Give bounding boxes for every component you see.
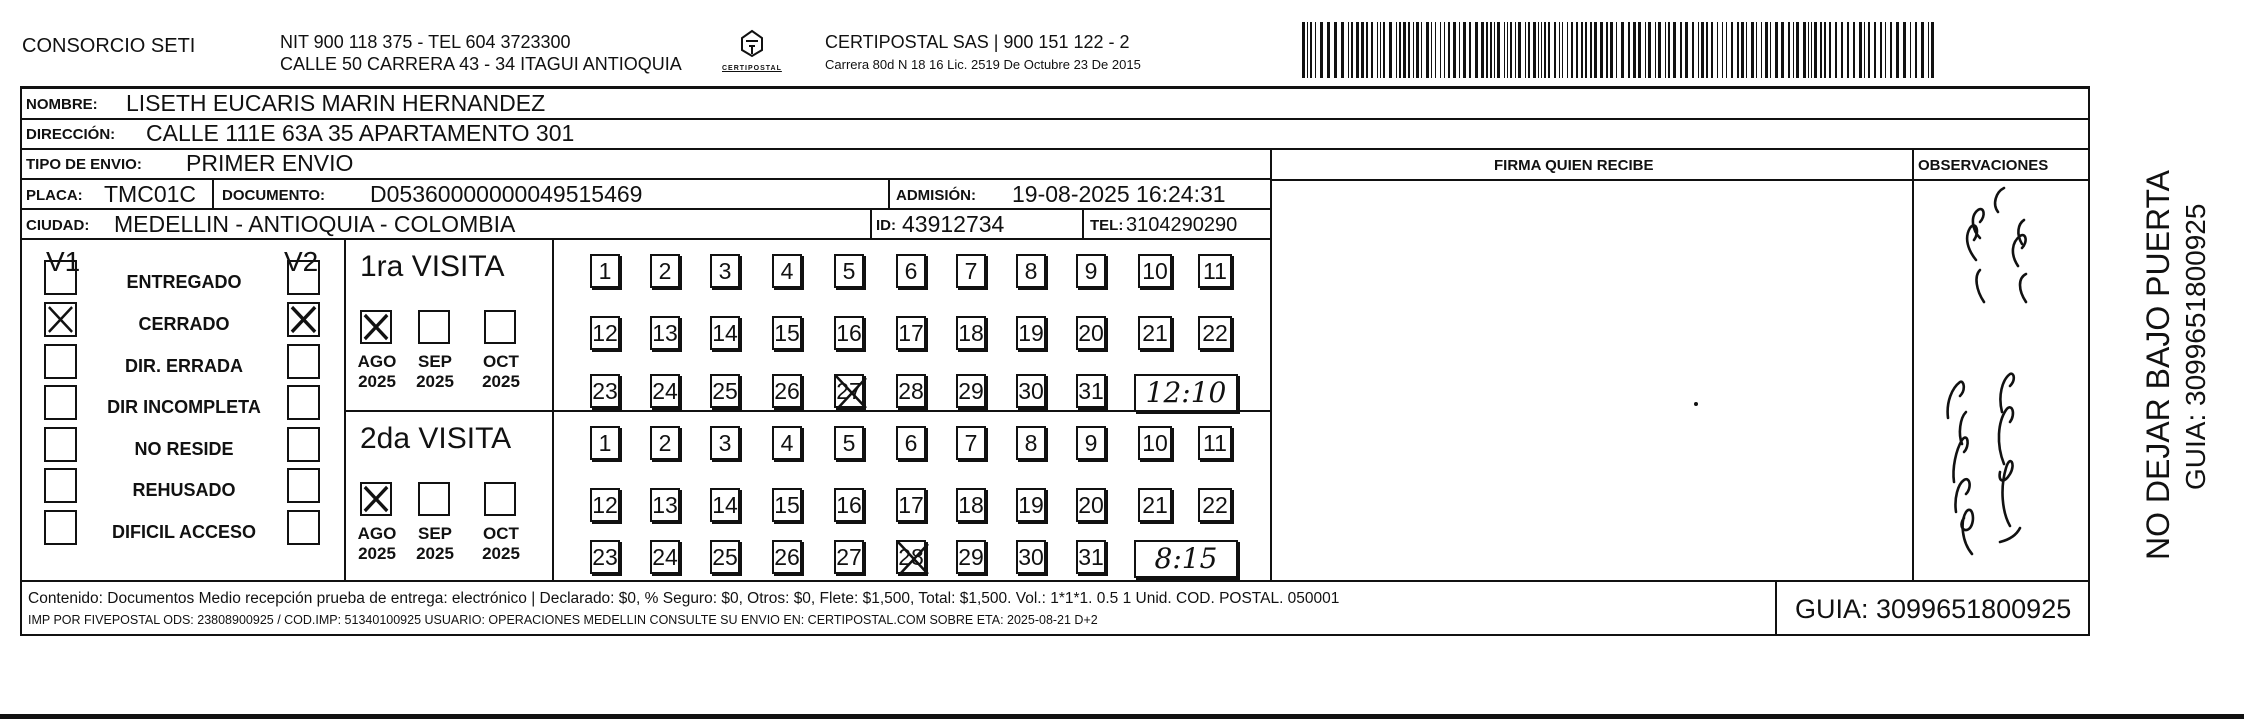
day-box-17[interactable]: 17 [896,488,926,522]
v2-checkbox[interactable] [287,385,320,420]
placa-value: TMC01C [104,181,197,207]
barcode-bar [1692,22,1694,78]
barcode-bar [1775,22,1778,78]
barcode-bar [1628,22,1630,78]
id-value: 43912734 [902,211,1005,237]
day-box-19[interactable]: 19 [1016,316,1046,350]
day-box-14[interactable]: 14 [710,488,740,522]
barcode-bar [1648,22,1651,78]
barcode-bar [1915,22,1917,78]
certipostal-license: Carrera 80d N 18 16 Lic. 2519 De Octubre 23 De 2015 [825,57,1141,72]
barcode-bar [1435,22,1436,78]
x-mark-icon [289,304,318,335]
barcode-bar [1658,22,1661,78]
day-box-7[interactable]: 7 [956,426,986,460]
no-dejar-bajo-puerta: NO DEJAR BAJO PUERTA [2140,170,2176,560]
status-option-label: CERRADO [138,314,230,334]
v2-checkbox[interactable] [287,260,320,295]
barcode-bar [1334,22,1337,78]
v2-checkbox[interactable] [287,302,320,337]
barcode-bar [1515,22,1516,78]
day-box-9[interactable]: 9 [1076,254,1106,288]
barcode-bar [1544,22,1546,78]
barcode-bar [1788,22,1790,78]
status-option-label: DIFICIL ACCESO [111,522,256,542]
v2-checkbox[interactable] [287,510,320,545]
day-box-4[interactable]: 4 [772,254,802,288]
barcode-bar [1383,22,1385,78]
barcode-bar [1814,22,1817,78]
day-box-14[interactable]: 14 [710,316,740,350]
handwritten-observation [1914,182,2088,580]
firma-label: FIRMA QUIEN RECIBE [1494,157,1654,174]
day-box-8[interactable]: 8 [1016,254,1046,288]
barcode-bar [1847,22,1849,78]
certipostal-info: CERTIPOSTAL SAS | 900 151 122 - 2 [825,32,1130,52]
day-strike-mark [894,538,932,578]
x-mark-icon [362,312,390,342]
status-option-label: NO RESIDE [134,439,234,459]
ciudad-label: CIUDAD: [26,217,90,234]
barcode [1302,22,1938,78]
barcode-bar [1803,22,1806,78]
day-box-1[interactable]: 1 [590,426,620,460]
day-box-16[interactable]: 16 [834,316,864,350]
barcode-bar [1741,22,1744,78]
barcode-bar [1518,22,1521,78]
barcode-bar [1756,22,1757,78]
barcode-bar [1722,22,1723,78]
day-box-26[interactable]: 26 [772,540,802,574]
barcode-bar [1731,22,1733,78]
barcode-bar [1680,22,1682,78]
barcode-bar [1366,22,1368,78]
barcode-bar [1576,22,1578,78]
day-box-28[interactable]: 28 [896,540,926,574]
day-box-17[interactable]: 17 [896,316,926,350]
barcode-bar [1453,22,1456,78]
barcode-bar [1701,22,1704,78]
barcode-bar [1868,22,1870,78]
barcode-bar [1665,22,1666,78]
barcode-bar [1497,22,1500,78]
barcode-bar [1541,22,1542,78]
barcode-bar [1711,22,1713,78]
barcode-bar [1348,22,1349,78]
visit-title: 1ra VISITA [360,250,505,283]
day-box-27[interactable]: 27 [834,374,864,408]
documento-label: DOCUMENTO: [222,187,326,204]
barcode-bar [1399,22,1401,78]
barcode-bar [1533,22,1536,78]
barcode-bar [1559,22,1560,78]
day-box-18[interactable]: 18 [956,316,986,350]
barcode-bar [1811,22,1812,78]
barcode-bar [1793,22,1794,78]
barcode-bar [1829,22,1831,78]
day-box-29[interactable]: 29 [956,540,986,574]
barcode-bar [1594,22,1597,78]
day-box-15[interactable]: 15 [772,316,802,350]
barcode-bar [1416,22,1419,78]
visit-time: 12:10 [1145,376,1227,409]
barcode-bar [1864,22,1865,78]
barcode-bar [1859,22,1862,78]
day-box-19[interactable]: 19 [1016,488,1046,522]
day-box-13[interactable]: 13 [650,316,680,350]
barcode-bar [1448,22,1450,78]
nit-tel: NIT 900 118 375 - TEL 604 3723300 [280,32,571,52]
day-box-11[interactable]: 11 [1198,426,1232,460]
day-box-31[interactable]: 31 [1076,540,1106,574]
barcode-bar [1835,22,1837,78]
barcode-bar [1638,22,1641,78]
barcode-bar [1310,22,1312,78]
barcode-bar [1751,22,1754,78]
visit-time-box[interactable] [1134,374,1238,412]
barcode-bar [1824,22,1826,78]
v2-checkbox[interactable] [287,427,320,462]
barcode-bar [1548,22,1550,78]
visit-title: 2da VISITA [360,422,512,455]
barcode-bar [1396,22,1397,78]
day-box-9[interactable]: 9 [1076,426,1106,460]
day-box-7[interactable]: 7 [956,254,986,288]
status-option-label: ENTREGADO [126,272,242,292]
barcode-bar [1351,22,1353,78]
barcode-bar [1440,22,1441,78]
day-cross-icon [894,538,932,578]
day-box-20[interactable]: 20 [1076,488,1106,522]
day-box-24[interactable]: 24 [650,540,680,574]
day-box-23[interactable]: 23 [590,374,620,408]
barcode-bar [1444,22,1445,78]
barcode-bar [1320,22,1323,78]
barcode-bar [1494,22,1495,78]
barcode-bar [1633,22,1636,78]
month-label: SEP 2025 [416,524,454,563]
barcode-bar [1554,22,1556,78]
id-label: ID: [876,217,896,234]
barcode-bar [1616,22,1617,78]
day-box-11[interactable]: 11 [1198,254,1232,288]
footer-content: Contenido: Documentos Medio recepción prueba de entrega: electrónico | Declarado: $0, % Seguro: $0, Otros: $0, Flete: $1,500, Total: $1,500. Vol.: 1*1*1. 0.5 1 Unid. COD. POSTAL. 050001 [28,590,1340,607]
month-label: SEP 2025 [416,352,454,391]
month-label: AGO 2025 [357,524,397,563]
barcode-bar [1421,22,1422,78]
barcode-bar [1510,22,1512,78]
day-box-13[interactable]: 13 [650,488,680,522]
barcode-bar [1896,22,1899,78]
barcode-bar [1737,22,1739,78]
barcode-bar [1525,22,1526,78]
placa-label: PLACA: [26,187,83,204]
admision-value: 19-08-2025 16:24:31 [1012,181,1226,207]
day-box-22[interactable]: 22 [1198,488,1232,522]
barcode-bar [1426,22,1429,78]
nombre-value: LISETH EUCARIS MARIN HERNANDEZ [126,90,546,116]
company-address: CALLE 50 CARRERA 43 - 34 ITAGUI ANTIOQUIA [280,54,682,74]
barcode-bar [1463,22,1466,78]
observaciones-label: OBSERVACIONES [1918,157,2049,174]
month-checkbox[interactable] [360,310,392,344]
v1-checkbox[interactable] [44,260,77,295]
day-box-27[interactable]: 27 [834,540,864,574]
observations-area[interactable] [1914,182,2088,580]
month-checkbox[interactable] [484,482,516,516]
day-box-5[interactable]: 5 [834,426,864,460]
day-box-4[interactable]: 4 [772,426,802,460]
barcode-bar [1685,22,1688,78]
nombre-label: NOMBRE: [26,96,98,113]
barcode-bar [1469,22,1471,78]
day-box-21[interactable]: 21 [1138,488,1172,522]
day-box-20[interactable]: 20 [1076,316,1106,350]
barcode-bar [1808,22,1809,78]
status-option-label: REHUSADO [132,480,236,500]
barcode-bar [1761,22,1762,78]
day-box-18[interactable]: 18 [956,488,986,522]
barcode-bar [1673,22,1676,78]
day-box-8[interactable]: 8 [1016,426,1046,460]
day-box-1[interactable]: 1 [590,254,620,288]
barcode-bar [1606,22,1608,78]
day-box-24[interactable]: 24 [650,374,680,408]
v1-checkbox[interactable] [44,344,77,379]
day-box-3[interactable]: 3 [710,254,740,288]
barcode-bar [1581,22,1583,78]
barcode-bar [1307,22,1308,78]
bottom-rule [0,714,2244,719]
v1-checkbox[interactable] [44,468,77,503]
barcode-bar [1781,22,1784,78]
barcode-bar [1356,22,1359,78]
barcode-bar [1841,22,1843,78]
barcode-bar [1431,22,1432,78]
tipo-envio-value: PRIMER ENVIO [186,150,354,176]
barcode-bar [1600,22,1603,78]
barcode-bar [1890,22,1892,78]
day-box-31[interactable]: 31 [1076,374,1106,408]
v1-checkbox[interactable] [44,427,77,462]
day-box-6[interactable]: 6 [896,254,926,288]
barcode-bar [1928,22,1929,78]
barcode-bar [1413,22,1414,78]
v1-checkbox[interactable] [44,510,77,545]
month-checkbox[interactable] [418,482,450,516]
barcode-bar [1698,22,1699,78]
barcode-bar [1486,22,1488,78]
day-box-23[interactable]: 23 [590,540,620,574]
barcode-bar [1931,22,1934,78]
barcode-bar [1475,22,1478,78]
v2-header: V2 [284,246,319,277]
day-box-15[interactable]: 15 [772,488,802,522]
x-mark-icon [362,484,390,514]
barcode-bar [1820,22,1822,78]
status-option-label: DIR. ERRADA [124,356,243,376]
month-checkbox[interactable] [360,482,392,516]
side-guia: GUIA: 3099651800925 [2180,203,2211,490]
day-box-12[interactable]: 12 [590,316,620,350]
barcode-bar [1538,22,1539,78]
day-box-10[interactable]: 10 [1138,254,1172,288]
barcode-bar [1770,22,1771,78]
day-box-26[interactable]: 26 [772,374,802,408]
status-option-label: DIR INCOMPLETA [107,397,261,417]
barcode-bar [1746,22,1747,78]
barcode-bar [1590,22,1592,78]
ciudad-value: MEDELLIN - ANTIOQUIA - COLOMBIA [114,211,516,237]
signature-area[interactable] [1272,182,1912,580]
barcode-bar [1726,22,1727,78]
barcode-bar [1655,22,1656,78]
direccion-label: DIRECCIÓN: [26,126,116,143]
barcode-bar [1706,22,1708,78]
company-name: CONSORCIO SETI [22,35,196,57]
day-box-2[interactable]: 2 [650,426,680,460]
documento-value: D05360000000049515469 [370,181,643,207]
day-box-25[interactable]: 25 [710,374,740,408]
barcode-bar [1507,22,1508,78]
tel-label: TEL: [1090,217,1124,234]
visit-time-box[interactable] [1134,540,1238,578]
barcode-bar [1874,22,1876,78]
x-mark-icon [46,304,75,335]
tipo-envio-label: TIPO DE ENVIO: [26,156,142,173]
day-box-21[interactable]: 21 [1138,316,1172,350]
footer-print-info: IMP POR FIVEPOSTAL ODS: 23808900925 / COD.IMP: 51340100925 USUARIO: OPERACIONES MEDELLIN CONSULTE SU ENVIO EN: CERTIPOSTAL.COM SOBRE ETA: 2025-08-21 D+2 [28,613,1098,627]
month-checkbox[interactable] [484,310,516,344]
day-box-29[interactable]: 29 [956,374,986,408]
barcode-bar [1885,22,1886,78]
day-box-30[interactable]: 30 [1016,374,1046,408]
day-box-10[interactable]: 10 [1138,426,1172,460]
barcode-bar [1315,22,1316,78]
footer-guia: GUIA: 3099651800925 [1795,594,2072,624]
barcode-bar [1504,22,1505,78]
tel-value: 3104290290 [1126,214,1238,236]
day-box-28[interactable]: 28 [896,374,926,408]
barcode-bar [1903,22,1906,78]
barcode-bar [1380,22,1381,78]
v1-checkbox[interactable] [44,385,77,420]
month-checkbox[interactable] [418,310,450,344]
barcode-bar [1389,22,1392,78]
day-strike-mark [832,372,870,412]
day-box-22[interactable]: 22 [1198,316,1232,350]
day-box-6[interactable]: 6 [896,426,926,460]
v1-header: V1 [46,246,81,277]
v2-checkbox[interactable] [287,344,320,379]
day-box-2[interactable]: 2 [650,254,680,288]
barcode-bar [1571,22,1573,78]
day-box-16[interactable]: 16 [834,488,864,522]
day-box-25[interactable]: 25 [710,540,740,574]
barcode-bar [1528,22,1530,78]
month-label: AGO 2025 [357,352,397,391]
barcode-bar [1567,22,1568,78]
day-box-3[interactable]: 3 [710,426,740,460]
barcode-bar [1910,22,1911,78]
barcode-bar [1853,22,1855,78]
barcode-bar [1302,22,1305,78]
barcode-bar [1717,22,1718,78]
barcode-bar [1562,22,1563,78]
month-label: OCT 2025 [482,524,520,563]
month-label: OCT 2025 [482,352,520,391]
barcode-bar [1490,22,1492,78]
barcode-bar [1361,22,1364,78]
barcode-bar [1403,22,1406,78]
barcode-bar [1408,22,1410,78]
barcode-bar [1765,22,1768,78]
day-box-30[interactable]: 30 [1016,540,1046,574]
barcode-bar [1459,22,1460,78]
barcode-bar [1796,22,1799,78]
barcode-bar [1621,22,1624,78]
barcode-bar [1645,22,1646,78]
logo-text: CERTIPOSTAL [722,65,782,72]
barcode-bar [1327,22,1330,78]
barcode-bar [1610,22,1613,78]
certipostal-logo [716,28,788,78]
barcode-bar [1481,22,1484,78]
day-cross-icon [832,372,870,412]
v2-checkbox[interactable] [287,468,320,503]
barcode-bar [1668,22,1670,78]
barcode-bar [1880,22,1882,78]
barcode-bar [1921,22,1924,78]
direccion-value: CALLE 111E 63A 35 APARTAMENTO 301 [146,120,575,146]
barcode-bar [1377,22,1378,78]
signature-dot [1694,402,1698,406]
barcode-bar [1341,22,1344,78]
barcode-bar [1371,22,1373,78]
visit-time: 8:15 [1154,542,1218,575]
admision-label: ADMISIÓN: [896,187,976,204]
barcode-bar [1585,22,1587,78]
day-box-12[interactable]: 12 [590,488,620,522]
v1-checkbox[interactable] [44,302,77,337]
day-box-5[interactable]: 5 [834,254,864,288]
